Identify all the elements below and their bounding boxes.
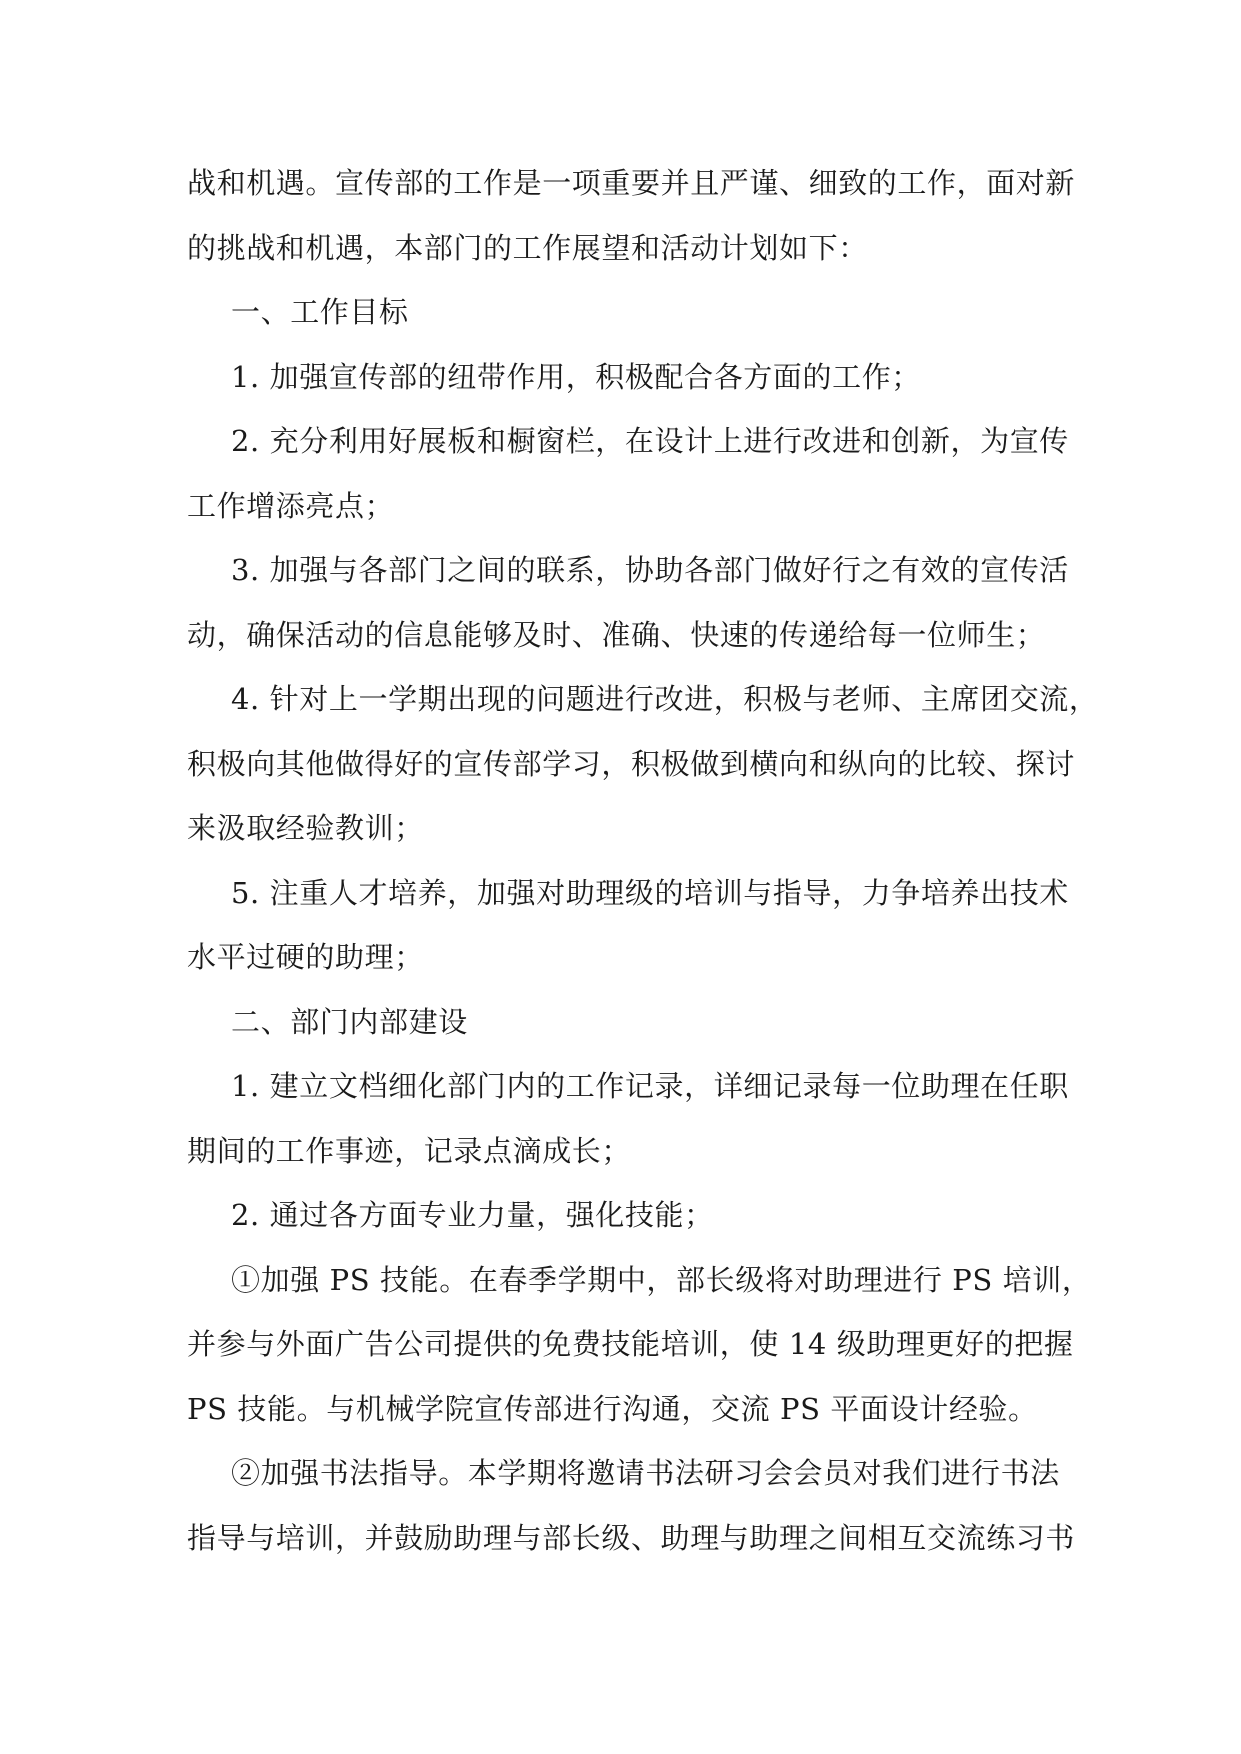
paragraph-line: 指导与培训，并鼓励助理与部长级、助理与助理之间相互交流练习书 (187, 1520, 1076, 1555)
paragraph-line: PS 技能。与机械学院宣传部进行沟通，交流 PS 平面设计经验。 (187, 1391, 1038, 1426)
paragraph-line: 水平过硬的助理； (187, 940, 424, 974)
paragraph-line: 并参与外面广告公司提供的免费技能培训，使 14 级助理更好的把握 (187, 1327, 1074, 1361)
list-item: ②加强书法指导。本学期将邀请书法研习会会员对我们进行书法 (231, 1456, 1060, 1490)
list-item: 1. 加强宣传部的纽带作用，积极配合各方面的工作； (231, 359, 921, 394)
paragraph-line: 战和机遇。宣传部的工作是一项重要并且严谨、细致的工作，面对新 (187, 166, 1076, 200)
list-item: 5. 注重人才培养，加强对助理级的培训与指导，力争培养出技术 (231, 875, 1069, 910)
section-heading: 一、工作目标 (231, 295, 409, 329)
paragraph-line: 工作增添亮点； (187, 488, 395, 523)
paragraph-line: 积极向其他做得好的宣传部学习，积极做到横向和纵向的比较、探讨 (187, 746, 1076, 781)
list-item: 2. 通过各方面专业力量，强化技能； (231, 1198, 714, 1232)
list-item: 3. 加强与各部门之间的联系，协助各部门做好行之有效的宣传活 (231, 553, 1069, 587)
list-item: 4. 针对上一学期出现的问题进行改进，积极与老师、主席团交流， (231, 682, 1099, 716)
paragraph-line: 期间的工作事迹，记录点滴成长； (187, 1133, 632, 1168)
list-item: ①加强 PS 技能。在春季学期中，部长级将对助理进行 PS 培训， (231, 1262, 1092, 1297)
paragraph-line: 来汲取经验教训； (187, 811, 424, 845)
section-heading: 二、部门内部建设 (231, 1004, 468, 1039)
paragraph-line: 的挑战和机遇，本部门的工作展望和活动计划如下： (187, 230, 868, 265)
list-item: 1. 建立文档细化部门内的工作记录，详细记录每一位助理在任职 (231, 1069, 1069, 1103)
paragraph-line: 动，确保活动的信息能够及时、准确、快速的传递给每一位师生； (187, 617, 1046, 652)
list-item: 2. 充分利用好展板和橱窗栏，在设计上进行改进和创新，为宣传 (231, 424, 1069, 458)
document-body (187, 151, 1099, 1570)
